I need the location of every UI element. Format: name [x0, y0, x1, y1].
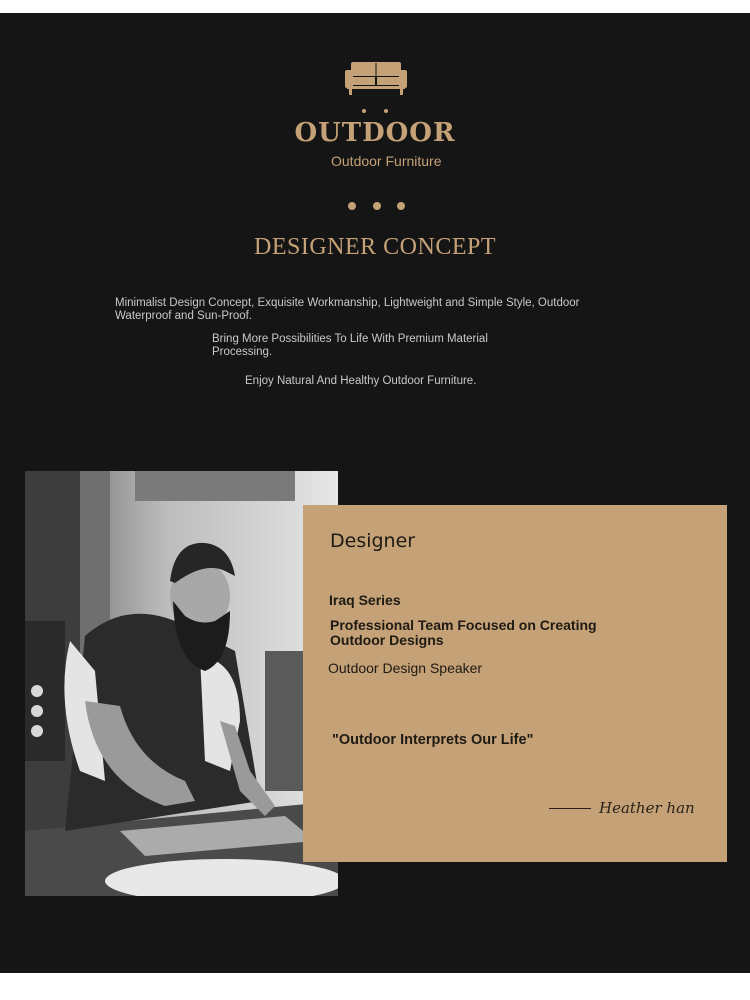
card-heading: Designer — [330, 530, 416, 552]
series-label: Iraq Series — [329, 592, 401, 608]
designer-role: Outdoor Design Speaker — [328, 660, 483, 676]
decorative-dots-small — [360, 109, 392, 117]
designer-photo — [25, 471, 338, 896]
page-background — [0, 13, 750, 973]
signature-divider — [549, 808, 591, 809]
concept-paragraph: Minimalist Design Concept, Exquisite Workmanship, Lightweight and Simple Style, Outdoor Waterproof and Sun-Proof. — [115, 297, 580, 322]
concept-paragraph: Bring More Possibilities To Life With Premium Material Processing. — [212, 333, 488, 358]
designer-quote: "Outdoor Interprets Our Life" — [332, 732, 534, 748]
brand-title: OUTDOOR — [294, 118, 456, 148]
concept-title: DESIGNER CONCEPT — [253, 234, 496, 260]
sofa-icon — [345, 60, 407, 96]
decorative-dots — [345, 202, 409, 212]
concept-paragraph: Enjoy Natural And Healthy Outdoor Furniture. — [245, 375, 477, 387]
brand-subtitle: Outdoor Furniture — [331, 153, 442, 169]
designer-signature: Heather han — [599, 799, 695, 817]
team-description: Professional Team Focused on Creating Outdoor Designs — [330, 617, 597, 648]
designer-card — [303, 505, 727, 862]
